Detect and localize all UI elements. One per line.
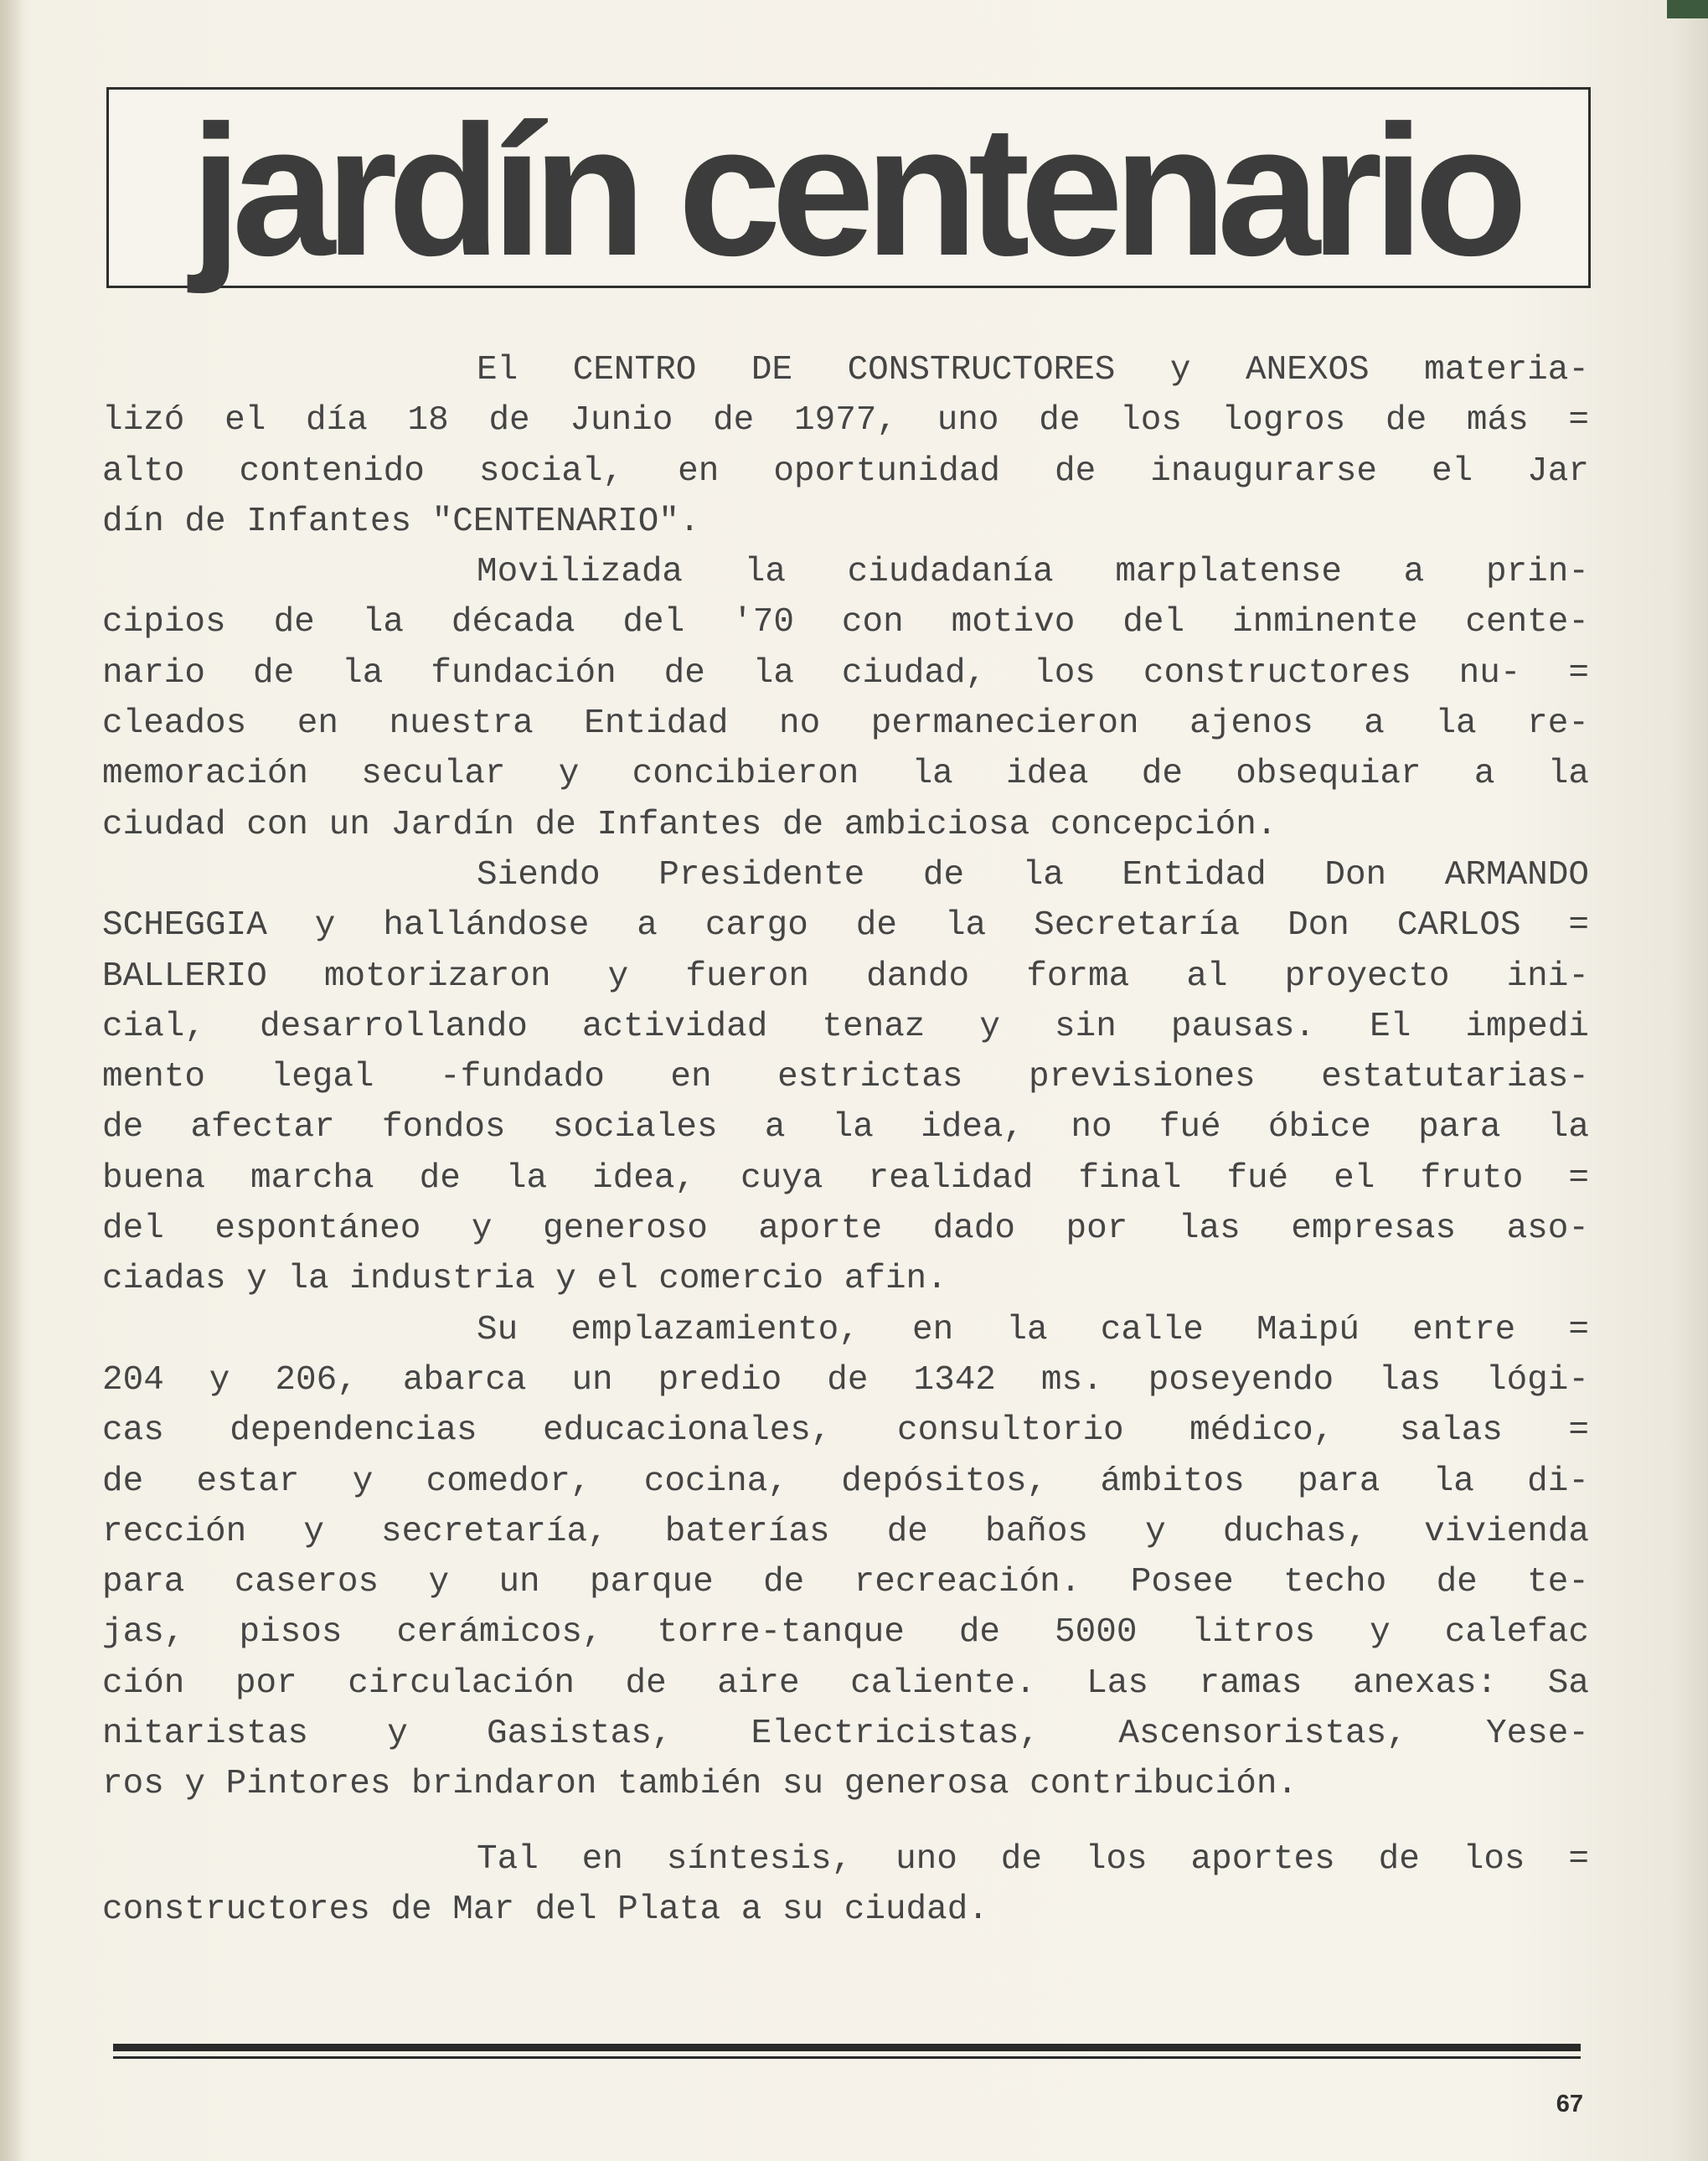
page-number: 67 — [1556, 2091, 1583, 2117]
text-line: rección y secretaría, baterías de baños y duchas, vivienda — [102, 1512, 1589, 1551]
text-line: lizó el día 18 de Junio de 1977, uno de los logros de más = — [102, 401, 1589, 441]
text-line: alto contenido social, en oportunidad de inaugurarse el Jar — [102, 451, 1589, 491]
text-line: cleados en nuestra Entidad no permanecieron ajenos a la re- — [102, 704, 1589, 744]
text-line: constructores de Mar del Plata a su ciudad. — [102, 1890, 988, 1929]
article-body — [102, 345, 1589, 1935]
footer-rule-thin — [113, 2056, 1581, 2059]
text-line: para caseros y un parque de recreación. Posee techo de te- — [102, 1563, 1589, 1602]
text-line: memoración secular y concibieron la idea de obsequiar a la — [102, 755, 1589, 794]
text-line: Tal en síntesis, uno de los aportes de los = — [477, 1839, 1589, 1879]
binding-shadow — [0, 0, 23, 2161]
text-line: Movilizada la ciudadanía marplatense a prin- — [477, 553, 1589, 592]
text-line: nario de la fundación de la ciudad, los constructores nu- = — [102, 653, 1589, 693]
text-line: cipios de la década del '70 con motivo del inminente cente- — [102, 603, 1589, 642]
text-line: dín de Infantes "CENTENARIO". — [102, 502, 700, 541]
page-title: jardín centenario — [190, 87, 1518, 295]
footer-rule-thick — [113, 2044, 1581, 2051]
cover-corner — [1667, 0, 1708, 18]
paragraph-3 — [102, 850, 1589, 1305]
text-line: mento legal -fundado en estrictas previsiones estatutarias- — [102, 1058, 1589, 1097]
text-line: cas dependencias educacionales, consultorio médico, salas = — [102, 1411, 1589, 1451]
paragraph-2 — [102, 547, 1589, 850]
text-line: 204 y 206, abarca un predio de 1342 ms. poseyendo las lógi- — [102, 1360, 1589, 1400]
text-line: de estar y comedor, cocina, depósitos, ámbitos para la di- — [102, 1462, 1589, 1501]
paragraph-spacer — [102, 1810, 1589, 1834]
text-line: ros y Pintores brindaron también su generosa contribución. — [102, 1765, 1298, 1804]
text-line: SCHEGGIA y hallándose a cargo de la Secretaría Don CARLOS = — [102, 906, 1589, 946]
text-line: Su emplazamiento, en la calle Maipú entre = — [477, 1310, 1589, 1349]
text-line: del espontáneo y generoso aporte dado por las empresas aso- — [102, 1209, 1589, 1249]
text-line: nitaristas y Gasistas, Electricistas, Ascensoristas, Yese- — [102, 1715, 1589, 1754]
text-line: cial, desarrollando actividad tenaz y sin pausas. El impedi — [102, 1007, 1589, 1046]
text-line: de afectar fondos sociales a la idea, no fué óbice para la — [102, 1108, 1589, 1148]
text-line: BALLERIO motorizaron y fueron dando forma al proyecto ini- — [102, 957, 1589, 996]
text-line: ción por circulación de aire caliente. Las ramas anexas: Sa — [102, 1663, 1589, 1703]
paragraph-4 — [102, 1305, 1589, 1810]
text-line: ciadas y la industria y el comercio afin. — [102, 1260, 947, 1299]
text-line: El CENTRO DE CONSTRUCTORES y ANEXOS materia- — [477, 351, 1589, 389]
paragraph-5 — [102, 1834, 1589, 1936]
text-line: ciudad con un Jardín de Infantes de ambiciosa concepción. — [102, 805, 1277, 844]
text-line: Siendo Presidente de la Entidad Don ARMANDO — [477, 855, 1589, 895]
text-line: buena marcha de la idea, cuya realidad final fué el fruto = — [102, 1158, 1589, 1198]
paragraph-1 — [102, 345, 1589, 547]
text-line: jas, pisos cerámicos, torre-tanque de 5000 litros y calefac — [102, 1613, 1589, 1653]
